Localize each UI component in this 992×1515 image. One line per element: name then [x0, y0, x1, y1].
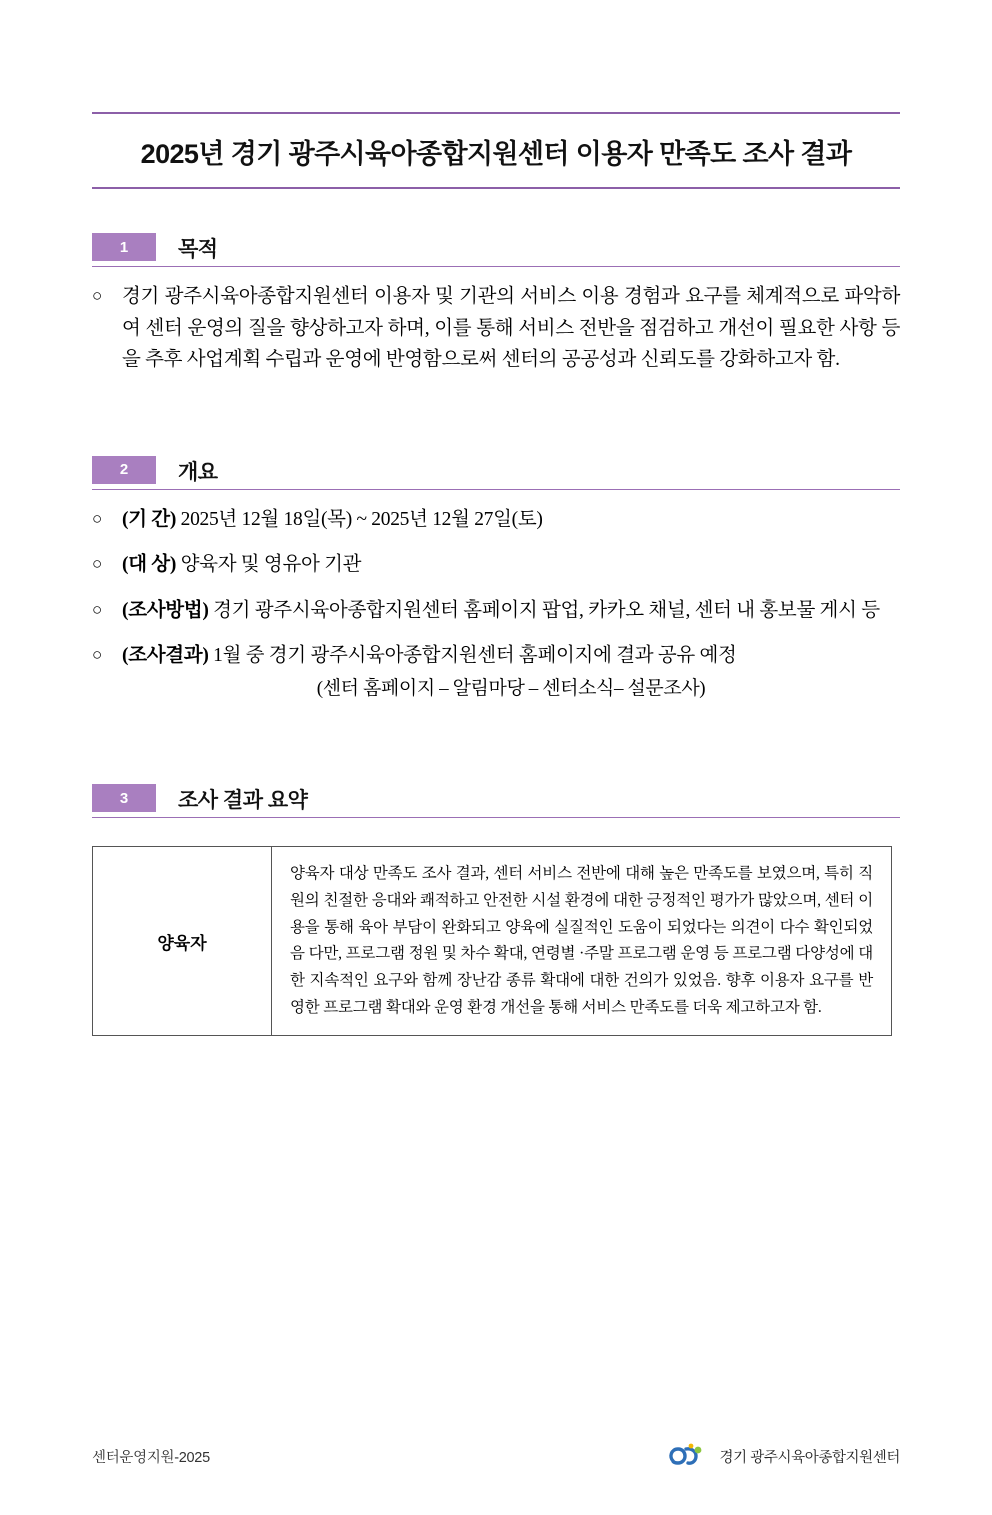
- table-cell-body: 양육자 대상 만족도 조사 결과, 센터 서비스 전반에 대해 높은 만족도를 보였으며, 특히 직원의 친절한 응대와 쾌적하고 안전한 시설 환경에 대한 긍정적인 평가가 많았으며, 센터 이용을 통해 육아 부담이 완화되고 양육에 실질적인 도움이 되었다는 의견이 다수 확인되었음 다만, 프로그램 정원 및 차수 확대, 연령별 ·주말 프로그램 운영 등 프로그램 다양성에 대한 지속적인 요구와 함께 장난감 종류 확대에 대한 건의가 있었음. 향후 이용자 요구를 반영한 프로그램 확대와 운영 환경 개선을 통해 서비스 만족도를 더욱 제고하고자 함.: [272, 847, 892, 1036]
- list-item: [92, 595, 900, 627]
- section-number-badge: 2: [92, 456, 156, 484]
- section-header-summary: [92, 784, 900, 818]
- list-item-text: [122, 595, 900, 627]
- section-number-badge: 1: [92, 233, 156, 261]
- page-title: 2025년 경기 광주시육아종합지원센터 이용자 만족도 조사 결과: [140, 139, 852, 169]
- list-item-value: 2025년 12월 18일(목) ~ 2025년 12월 27일(토): [180, 508, 543, 530]
- spacer: [92, 704, 900, 740]
- section-title: 목적: [178, 238, 218, 261]
- list-item-label: (대 상): [122, 554, 177, 576]
- section-header-overview: [92, 456, 900, 490]
- title-block: [92, 112, 900, 189]
- center-logo-icon: [667, 1441, 711, 1471]
- list-item-text: [122, 549, 900, 581]
- table-cell-label: 양육자: [93, 847, 272, 1036]
- footer-document-code: 센터운영지원-2025: [92, 1449, 210, 1466]
- summary-table: [92, 846, 892, 1036]
- list-item-label: (기 간): [122, 508, 177, 530]
- bullet-marker-icon: ○: [92, 286, 102, 305]
- bullet-marker-icon: ○: [92, 645, 102, 665]
- list-item: [92, 504, 900, 536]
- list-item: [92, 640, 900, 672]
- section-number-badge: 3: [92, 784, 156, 812]
- section-title: 개요: [178, 460, 218, 484]
- list-item-subnote: (센터 홈페이지 – 알림마당 – 센터소식– 설문조사): [316, 678, 706, 700]
- section-header-purpose: [92, 233, 900, 267]
- list-item-value: 1월 중 경기 광주시육아종합지원센터 홈페이지에 결과 공유 예정: [213, 645, 737, 667]
- list-item-text: [122, 640, 900, 672]
- bullet-marker-icon: ○: [92, 599, 102, 619]
- list-item-label: (조사방법): [122, 599, 209, 621]
- list-item-text: 경기 광주시육아종합지원센터 이용자 및 기관의 서비스 이용 경험과 요구를 체계적으로 파악하여 센터 운영의 질을 향상하고자 하며, 이를 통해 서비스 전반을 점검하고 개선이 필요한 사항 등을 추후 사업계획 수립과 운영에 반영함으로써 센터의 공공성과 신뢰도를 강화하고자 함.: [122, 286, 900, 371]
- bullet-marker-icon: ○: [92, 508, 102, 528]
- list-item-label: (조사결과): [122, 645, 209, 667]
- list-item: [92, 549, 900, 581]
- page-footer: [92, 1441, 900, 1471]
- list-item-value: 양육자 및 영유아 기관: [180, 554, 362, 576]
- table-row: [93, 847, 892, 1036]
- bullet-marker-icon: ○: [92, 554, 102, 574]
- section-title: 조사 결과 요약: [178, 789, 308, 813]
- spacer: [92, 376, 900, 412]
- list-item-text: [122, 504, 900, 536]
- list-item-value: 경기 광주시육아종합지원센터 홈페이지 팝업, 카카오 채널, 센터 내 홍보물 게시 등: [213, 599, 880, 621]
- footer-brand: [667, 1441, 900, 1471]
- footer-organization-name: 경기 광주시육아종합지원센터: [719, 1449, 900, 1466]
- document-page: [0, 112, 992, 1515]
- list-item: [92, 281, 900, 376]
